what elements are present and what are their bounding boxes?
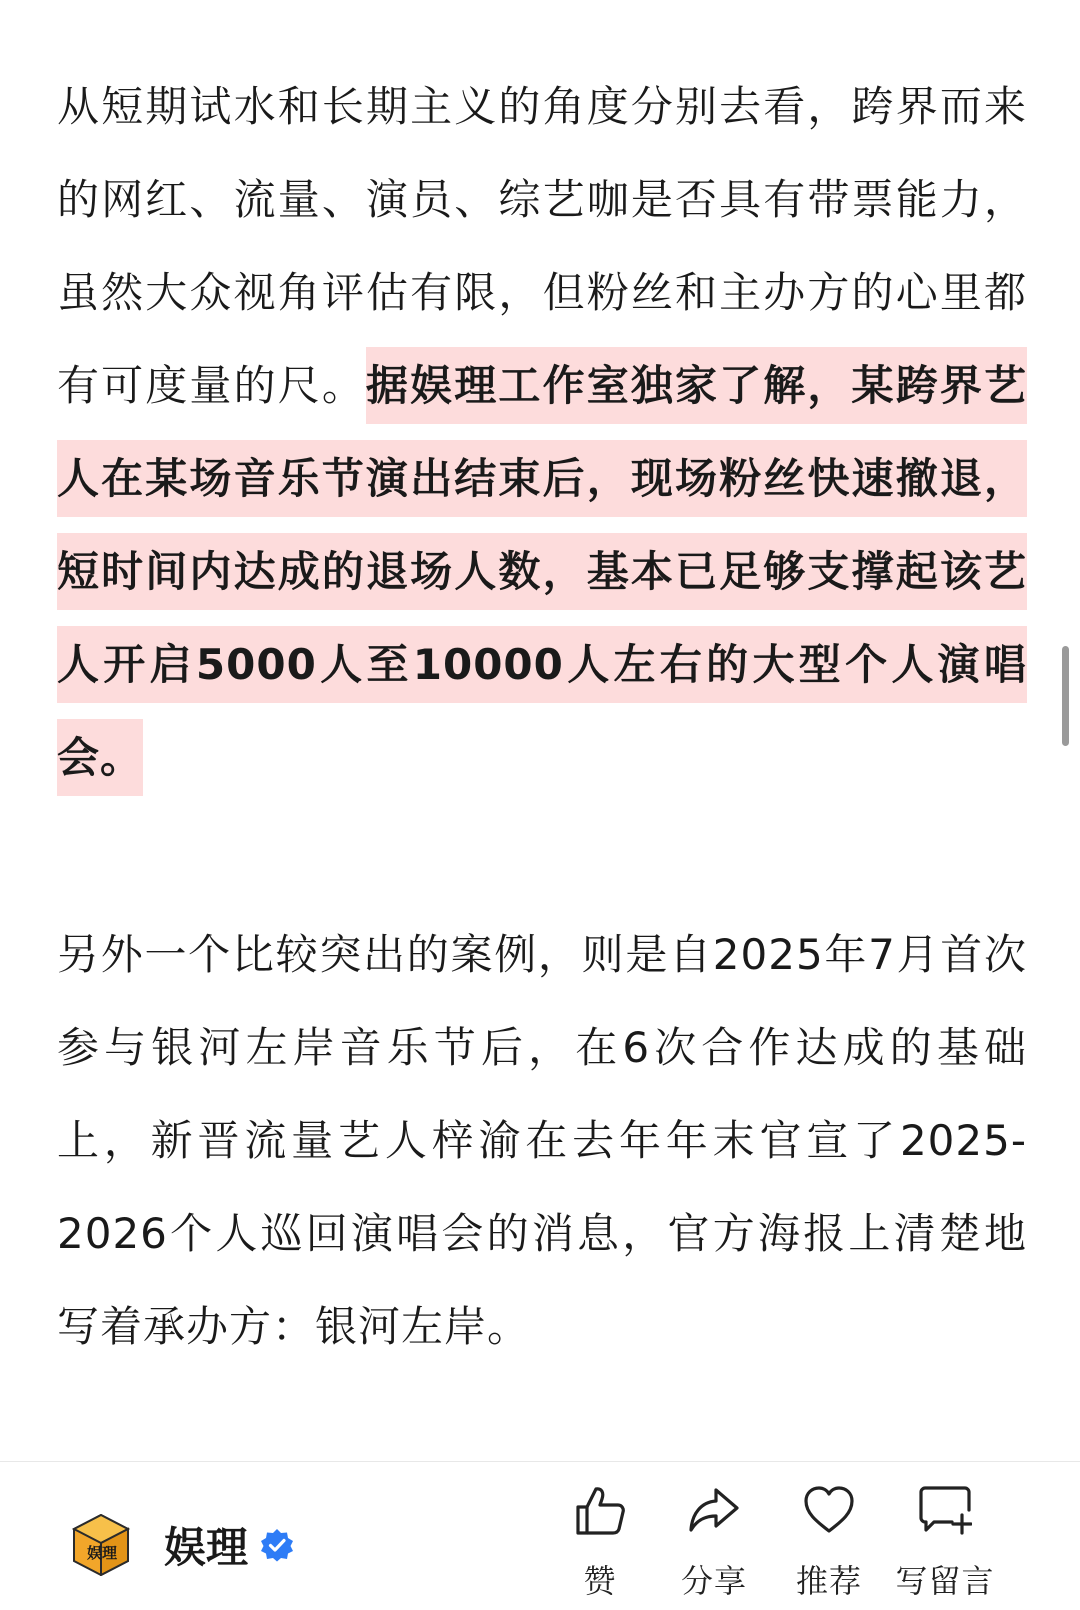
scrollbar-thumb[interactable] bbox=[1062, 646, 1069, 746]
share-label: 分享 bbox=[680, 1562, 747, 1600]
highlighted-quote: 据娱理工作室独家了解，某跨界艺人在某场音乐节演出结束后，现场粉丝快速撤退，短时间内达成的退场人数，基本已足够支撑起该艺人开启5000人至10000人左右的大型个人演唱会。 bbox=[57, 347, 1027, 796]
verified-badge-icon bbox=[260, 1528, 294, 1562]
paragraph-2-text: 另外一个比较突出的案例，则是自2025年7月首次参与银河左岸音乐节后，在6次合作达成的基础上，新晋流量艺人梓渝在去年年末官宣了2025-2026个人巡回演唱会的消息，官方海报上清楚地写着承办方：银河左岸。 bbox=[57, 930, 1027, 1351]
like-label: 赞 bbox=[583, 1562, 617, 1600]
share-arrow-icon bbox=[687, 1484, 741, 1538]
paragraph-1-text: 从短期试水和长期主义的角度分别去看，跨界而来的网红、流量、演员、综艺咖是否具有带票能力，虽然大众视角评估有限，但粉丝和主办方的心里都有可度量的尺。 bbox=[57, 82, 1027, 410]
recommend-button[interactable] bbox=[774, 1484, 884, 1604]
author-logo-icon bbox=[70, 1514, 132, 1576]
action-buttons bbox=[580, 1484, 1050, 1604]
heart-icon bbox=[802, 1484, 856, 1538]
author-profile[interactable] bbox=[70, 1514, 294, 1576]
like-button[interactable] bbox=[545, 1484, 655, 1604]
thumbs-up-icon bbox=[573, 1484, 627, 1538]
recommend-label: 推荐 bbox=[795, 1562, 862, 1600]
comment-button[interactable] bbox=[890, 1484, 1000, 1604]
author-logo[interactable] bbox=[70, 1514, 132, 1576]
article-paragraph-1 bbox=[57, 60, 1027, 804]
comment-label: 写留言 bbox=[895, 1562, 995, 1600]
article-paragraph-2 bbox=[57, 908, 1027, 1373]
logo-lettering: 娱理 bbox=[87, 1544, 118, 1562]
bottom-action-bar bbox=[0, 1462, 1080, 1610]
comment-add-icon bbox=[918, 1484, 972, 1538]
author-name[interactable]: 娱理 bbox=[164, 1523, 249, 1572]
share-button[interactable] bbox=[659, 1484, 769, 1604]
